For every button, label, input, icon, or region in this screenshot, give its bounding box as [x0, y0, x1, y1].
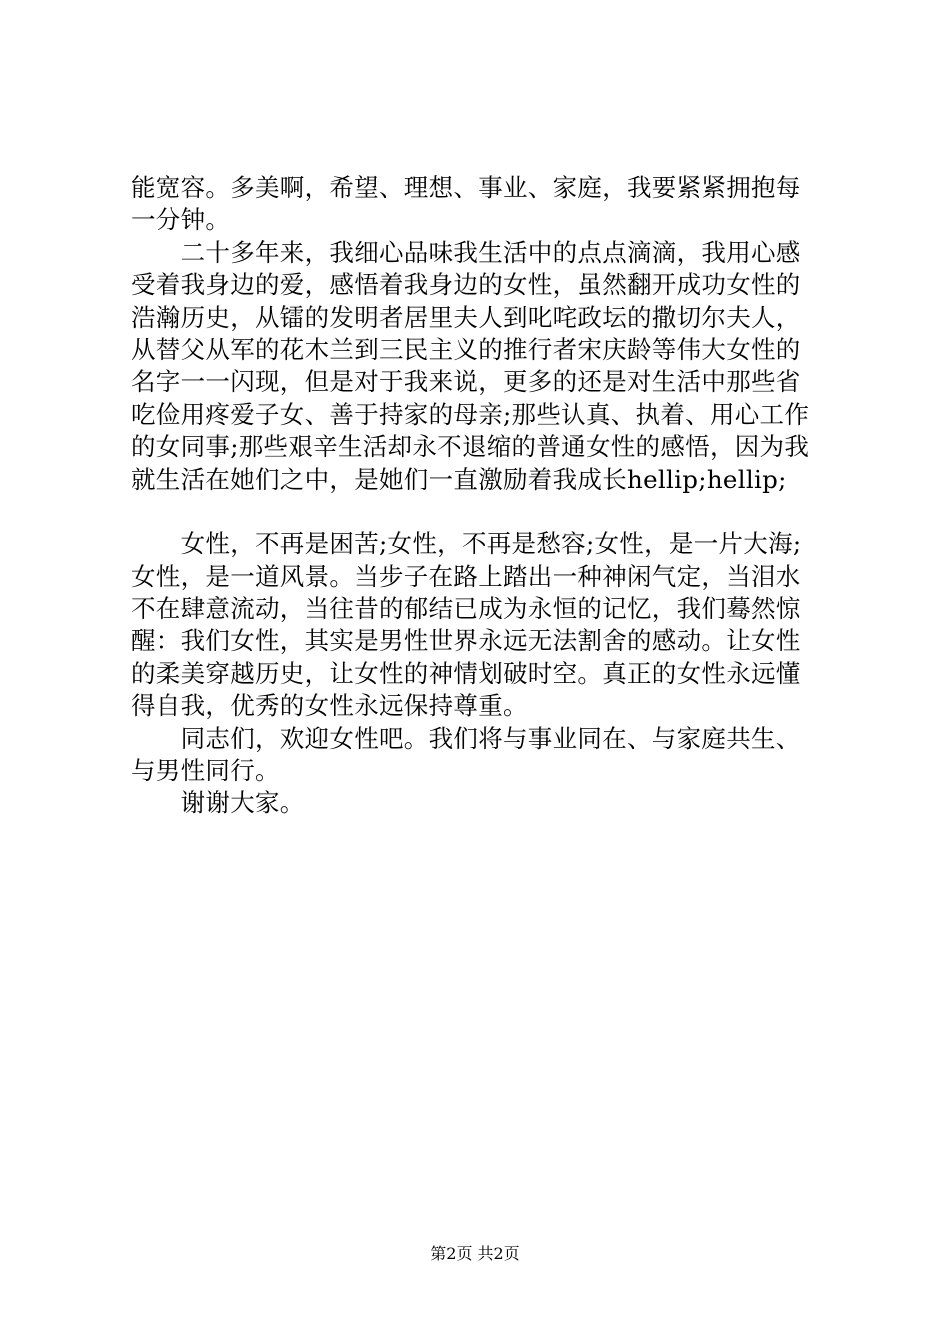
text-line: 不在肆意流动，当往昔的郁结已成为永恒的记忆，我们蓦然惊: [131, 594, 801, 624]
text-line: 受着我身边的爱，感悟着我身边的女性，虽然翻开成功女性的: [131, 270, 801, 300]
text-line: 一分钟。: [131, 205, 231, 235]
text-line: 女性，是一道风景。当步子在路上踏出一种神闲气定，当泪水: [131, 561, 801, 591]
text-line: 吃俭用疼爱子女、善于持家的母亲;那些认真、执着、用心工作: [131, 399, 810, 429]
text-line: 就生活在她们之中，是她们一直激励着我成长hellip;hellip;: [131, 464, 787, 494]
text-line: 得自我，优秀的女性永远保持尊重。: [131, 691, 528, 721]
text-line: 醒：我们女性，其实是男性世界永远无法割舍的感动。让女性: [131, 626, 801, 656]
text-line: 从替父从军的花木兰到三民主义的推行者宋庆龄等伟大女性的: [131, 334, 801, 364]
text-line: 与男性同行。: [131, 756, 280, 786]
text-line: 的女同事;那些艰辛生活却永不退缩的普通女性的感悟，因为我: [131, 432, 810, 462]
document-body: [131, 172, 831, 820]
text-line: 名字一一闪现，但是对于我来说，更多的还是对生活中那些省: [131, 367, 801, 397]
text-line: 的柔美穿越历史，让女性的神情划破时空。真正的女性永远懂: [131, 658, 801, 688]
page-number-label: 第2页 共2页: [430, 1244, 520, 1263]
text-line: 能宽容。多美啊，希望、理想、事业、家庭，我要紧紧拥抱每: [131, 173, 801, 202]
text-line: 浩瀚历史，从镭的发明者居里夫人到叱咤政坛的撒切尔夫人，: [131, 302, 801, 332]
text-line: 谢谢大家。: [131, 788, 305, 818]
text-line: 女性，不再是困苦;女性，不再是愁容;女性，是一片大海;: [131, 529, 802, 559]
blank-line: [131, 496, 831, 528]
text-line: 同志们，欢迎女性吧。我们将与事业同在、与家庭共生、: [131, 723, 801, 753]
text-line: 二十多年来，我细心品味我生活中的点点滴滴，我用心感: [131, 237, 801, 267]
page-footer: [0, 1244, 950, 1264]
